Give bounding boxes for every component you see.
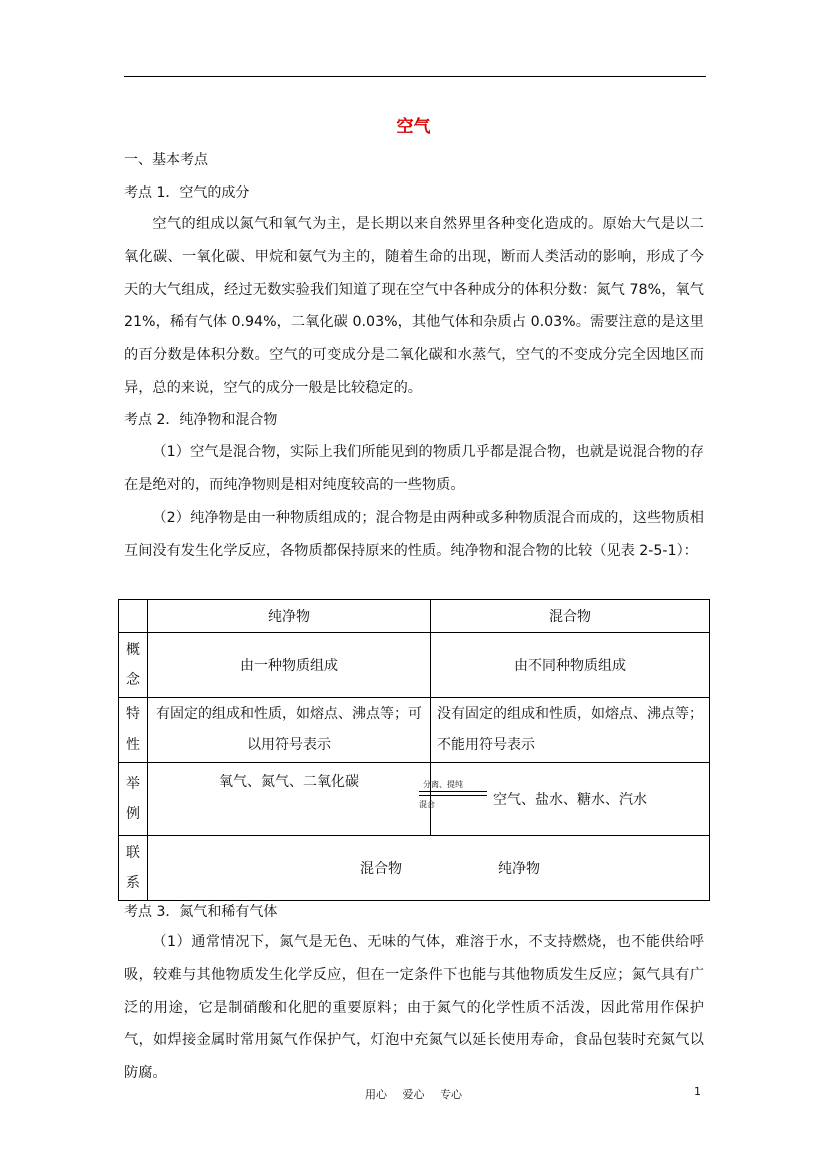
row-head-char: 联: [126, 845, 140, 861]
arrow-label-top: 分离、提纯: [423, 780, 463, 789]
example-pure: 氧气、氮气、二氧化碳: [148, 763, 431, 836]
point3-heading: 考点 3．氮气和稀有气体: [124, 904, 278, 920]
link-right: 纯净物: [498, 861, 540, 877]
link-inner: [148, 836, 709, 900]
point2-para2: （2）纯净物是由一种物质组成的；混合物是由两种或多种物质混合而成的，这些物质相互间没有发生化学反应，各物质都保持原来的性质。纯净物和混合物的比较（见表 2-5-1）：: [124, 510, 704, 559]
row-head-char: 念: [126, 672, 140, 688]
separation-arrow: [419, 779, 489, 819]
example-mixture-cell: [419, 763, 710, 836]
row-head-char: 性: [126, 737, 140, 753]
link-cell: [148, 836, 710, 901]
arrow-label-bottom: 混合: [419, 800, 435, 809]
table-row: [119, 763, 710, 836]
page-footer: [0, 1086, 827, 1102]
table-row: [119, 836, 710, 901]
page-number: 1: [694, 1085, 701, 1098]
point1-heading: 考点 1．空气的成分: [124, 185, 250, 201]
row-head-link: [119, 836, 148, 901]
point2-heading: 考点 2．纯净物和混合物: [124, 412, 278, 428]
point2-para1: （1）空气是混合物，实际上我们所能见到的物质几乎都是混合物，也就是说混合物的存在是绝对的，而纯净物则是相对纯度较高的一些物质。: [124, 444, 704, 493]
property-pure-text: 有固定的组成和性质，如熔点、沸点等；可以用符号表示: [156, 706, 422, 753]
row-head-char: 举: [126, 776, 140, 792]
example-mixture: 空气、盐水、糖水、汽水: [493, 792, 647, 808]
header-mixture: 混合物: [431, 600, 710, 633]
table-row: [119, 698, 710, 763]
page-title: 空气: [396, 117, 431, 137]
row-head-property: [119, 698, 148, 763]
header-rule: [124, 76, 706, 77]
link-left: 混合物: [360, 861, 402, 877]
table-row: [119, 633, 710, 698]
table-header-row: [119, 600, 710, 633]
row-head-concept: [119, 633, 148, 698]
table-corner-cell: [119, 600, 148, 633]
point1-paragraph: 空气的组成以氮气和氧气为主，是长期以来自然界里各种变化造成的。原始大气是以二氧化碳、一氧化碳、甲烷和氨气为主的，随着生命的出现，断而人类活动的影响，形成了今天的大气组成，经过无数实验我们知道了现在空气中各种成分的体积分数：氮气 78%，氧气 21%，稀有气体 0.94%，二氧化碳 0.03%，其他气体和杂质占 0.03%。需要注意的是这里的百分数是体积分数。空气的可变成分是二氧化碳和水蒸气，空气的不变成分完全因地区而异，总的来说，空气的成分一般是比较稳定的。: [124, 216, 704, 396]
row-head-char: 特: [126, 706, 140, 722]
section-heading: 一、基本考点: [124, 152, 208, 168]
arrow-line: [419, 795, 487, 796]
property-pure: [148, 698, 431, 763]
row-head-example: [119, 763, 148, 836]
row-head-char: 系: [126, 875, 140, 891]
row-head-char: 例: [126, 806, 140, 822]
footer-word: 专心: [440, 1088, 462, 1101]
concept-pure: 由一种物质组成: [148, 633, 431, 698]
concept-mixture: 由不同种物质组成: [431, 633, 710, 698]
row-head-char: 概: [126, 642, 140, 658]
header-pure: 纯净物: [148, 600, 431, 633]
footer-word: 爱心: [402, 1088, 425, 1101]
point3-paragraph: （1）通常情况下，氮气是无色、无味的气体，难溶于水，不支持燃烧，也不能供给呼吸，较难与其他物质发生化学反应，但在一定条件下也能与其他物质发生反应；氮气具有广泛的用途，它是制硝酸和化肥的重要原料；由于氮气的化学性质不活泼，因此常用作保护气，如焊接金属时常用氮气作保护气，灯泡中充氮气以延长使用寿命，食品包装时充氮气以防腐。: [124, 934, 704, 1082]
property-mixture: 没有固定的组成和性质，如熔点、沸点等；不能用符号表示: [431, 698, 710, 763]
footer-word: 用心: [365, 1088, 387, 1101]
comparison-table: [118, 599, 710, 901]
arrow-line: [419, 791, 487, 792]
